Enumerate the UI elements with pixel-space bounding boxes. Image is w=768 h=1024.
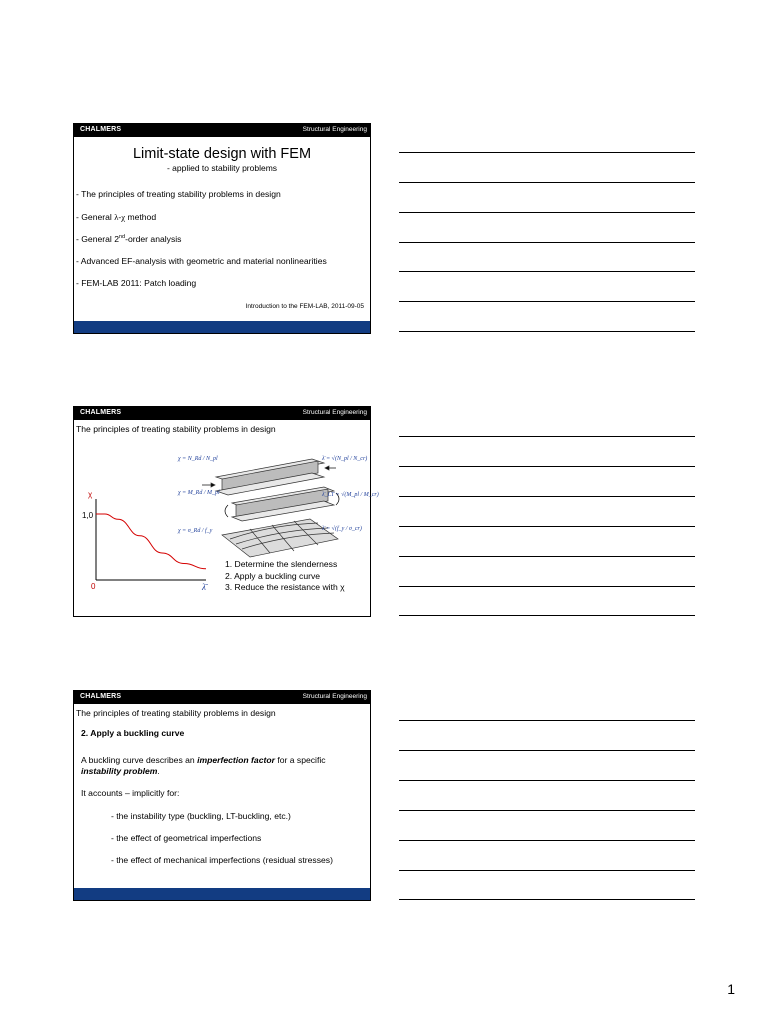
department-label: Structural Engineering <box>302 409 367 416</box>
bullet-2-prefix: - General <box>76 212 115 222</box>
instability-problem-emphasis: instability problem <box>81 766 158 776</box>
brand-logo: CHALMERS <box>80 693 122 700</box>
slide-header <box>74 124 370 137</box>
bullet-3 <box>76 234 181 244</box>
step-1: 1. Determine the slenderness <box>225 559 338 569</box>
lambda-chi-symbol: λ-χ <box>114 212 126 222</box>
bullet-2-suffix: method <box>125 212 157 222</box>
plate-sketch <box>222 519 338 557</box>
step-2: 2. Apply a buckling curve <box>225 571 321 581</box>
slide-2 <box>73 406 379 617</box>
buckling-curve-line <box>96 514 206 569</box>
list-item-2: - the effect of geometrical imperfections <box>111 833 262 843</box>
origin-label: 0 <box>91 582 96 591</box>
bullet-3-prefix: - General 2 <box>76 234 119 244</box>
paragraph-1-line-2 <box>81 766 160 776</box>
chi-symbol: χ <box>340 582 345 592</box>
slide-subtitle: - applied to stability problems <box>166 163 278 173</box>
y-axis-label: χ <box>88 490 93 499</box>
brand-logo: CHALMERS <box>80 409 122 416</box>
lambda-m-formula: λ̄_LT = √(M_pl / M_cr) <box>322 492 379 498</box>
slide-footer-bar <box>74 888 370 900</box>
x-axis-label: λ̄ <box>202 582 206 592</box>
paragraph-1-prefix: A buckling curve describes an <box>81 755 198 765</box>
slide-heading: The principles of treating stability problems in design <box>76 424 276 434</box>
paragraph-2: It accounts – implicitly for: <box>81 788 180 798</box>
slide-title: Limit-state design with FEM <box>132 146 312 162</box>
paragraph-1-end: . <box>157 766 160 776</box>
imperfection-factor-emphasis: imperfection factor <box>197 755 275 765</box>
footer-note: Introduction to the FEM-LAB, 2011-09-05 <box>245 303 364 310</box>
slide-3 <box>73 690 371 901</box>
list-item-1: - the instability type (buckling, LT-buckling, etc.) <box>111 811 291 821</box>
lambda-s-formula: λ̄ = √(f_y / σ_cr) <box>322 526 362 532</box>
slide-header <box>74 691 370 704</box>
bullet-5: - FEM-LAB 2011: Patch loading <box>76 278 197 288</box>
slide-1 <box>73 123 371 334</box>
chi-n-formula: χ = N_Rd / N_pl <box>178 456 218 462</box>
paragraph-1-suffix: for a specific <box>274 755 326 765</box>
y-tick-label: 1,0 <box>82 511 94 520</box>
section-title: 2. Apply a buckling curve <box>81 728 185 738</box>
chi-s-formula: χ = σ_Rd / f_y <box>178 528 213 534</box>
bullet-3-suffix: -order analysis <box>125 234 182 244</box>
slide-footer-bar <box>74 321 370 333</box>
bullet-1: - The principles of treating stability problems in design <box>76 189 281 199</box>
department-label: Structural Engineering <box>302 693 367 700</box>
department-label: Structural Engineering <box>302 126 367 133</box>
page-number: 1 <box>727 981 735 997</box>
bullet-3-superscript: nd <box>119 234 126 241</box>
brand-logo: CHALMERS <box>80 126 122 133</box>
step-3 <box>225 582 345 592</box>
paragraph-1 <box>81 755 326 765</box>
bullet-2 <box>76 212 156 222</box>
bullet-4: - Advanced EF-analysis with geometric and material nonlinearities <box>76 256 327 266</box>
list-item-3: - the effect of mechanical imperfections (residual stresses) <box>111 855 333 865</box>
slide-heading: The principles of treating stability problems in design <box>76 708 276 718</box>
chi-m-formula: χ = M_Rd / M_pl <box>178 490 220 496</box>
step-3-text: 3. Reduce the resistance with <box>225 582 338 592</box>
lambda-n-formula: λ̄ = √(N_pl / N_cr) <box>322 456 368 462</box>
